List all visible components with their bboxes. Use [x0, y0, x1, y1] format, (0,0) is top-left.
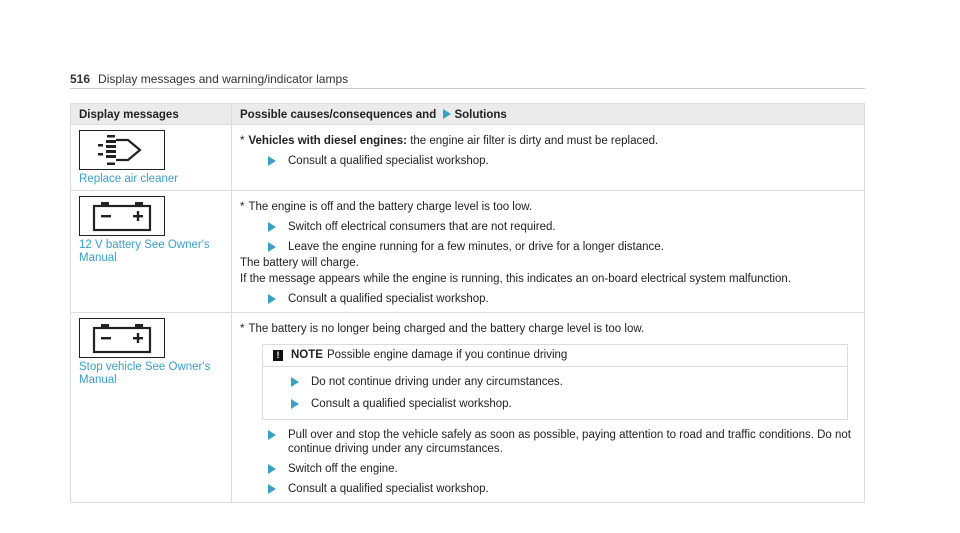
result-text: The battery will charge. [240, 257, 359, 269]
message-label: 12 V battery See Owner's Manual [79, 239, 210, 264]
solution-step [268, 220, 856, 234]
solution-step [291, 397, 847, 411]
solution-step [268, 240, 856, 254]
footnote-star: * [240, 135, 245, 147]
battery-icon [79, 196, 165, 236]
page-header [70, 72, 348, 86]
info-text: If the message appears while the engine is running, this indicates an on-board electrical system malfunction. [240, 273, 792, 285]
solution-step [291, 375, 847, 389]
solution-step [268, 154, 856, 168]
header-divider [70, 88, 865, 89]
cause-text [240, 200, 856, 214]
cause-body: The engine is off and the battery charge level is too low. [248, 201, 533, 213]
arrow-icon [268, 242, 276, 252]
column-header-solutions: Solutions [454, 109, 507, 121]
cause-body: The battery is no longer being charged and the battery charge level is too low. [248, 323, 645, 335]
column-header-causes [232, 104, 865, 125]
arrow-icon [268, 156, 276, 166]
cause-text [240, 322, 856, 336]
solution-step [268, 292, 856, 306]
warning-icon: ! [273, 350, 283, 361]
battery-icon [79, 318, 165, 358]
arrow-icon [268, 222, 276, 232]
solution-text: Consult a qualified specialist workshop. [288, 293, 489, 305]
note-box [262, 344, 848, 420]
arrow-icon [291, 399, 299, 409]
column-header-display-messages: Display messages [71, 104, 232, 125]
note-header [263, 345, 847, 367]
table-row [71, 191, 865, 313]
page-number: 516 [70, 72, 91, 86]
cause-body: the engine air filter is dirty and must be replaced. [410, 135, 659, 147]
arrow-icon [268, 484, 276, 494]
arrow-icon [268, 294, 276, 304]
arrow-icon [443, 109, 451, 119]
message-label: Stop vehicle See Owner's Manual [79, 361, 211, 386]
note-text: Possible engine damage if you continue driving [326, 349, 568, 361]
display-messages-table [70, 103, 865, 503]
solution-text: Switch off the engine. [288, 463, 398, 475]
air-filter-icon [79, 130, 165, 170]
message-label: Replace air cleaner [79, 173, 179, 185]
cause-text [240, 134, 856, 148]
solution-step [268, 482, 856, 496]
solution-step [268, 462, 856, 476]
message-cell [71, 191, 232, 313]
table-header-row [71, 104, 865, 125]
arrow-icon [268, 464, 276, 474]
solution-text: Consult a qualified specialist workshop. [311, 398, 512, 410]
cause-bold: Vehicles with diesel engines: [248, 135, 407, 147]
solution-text: Leave the engine running for a few minutes, or drive for a longer distance. [288, 241, 664, 253]
page-title: Display messages and warning/indicator lamps [98, 72, 349, 86]
causes-cell [232, 125, 865, 191]
causes-cell [232, 313, 865, 503]
solution-text: Consult a qualified specialist workshop. [288, 483, 489, 495]
arrow-icon [268, 430, 276, 440]
solution-text: Pull over and stop the vehicle safely as soon as possible, paying attention to road and traffic conditions. Do not continue driving under any circumstances. [288, 429, 851, 455]
solution-text: Consult a qualified specialist workshop. [288, 155, 489, 167]
footnote-star: * [240, 323, 245, 335]
message-cell [71, 125, 232, 191]
column-header-causes-text: Possible causes/consequences and [240, 109, 437, 121]
footnote-star: * [240, 201, 245, 213]
solution-text: Switch off electrical consumers that are not required. [288, 221, 556, 233]
note-title: NOTE [291, 349, 323, 361]
table-row [71, 313, 865, 503]
arrow-icon [291, 377, 299, 387]
solution-step [268, 428, 856, 456]
causes-cell [232, 191, 865, 313]
solution-text: Do not continue driving under any circumstances. [311, 376, 563, 388]
table-row [71, 125, 865, 191]
message-cell [71, 313, 232, 503]
